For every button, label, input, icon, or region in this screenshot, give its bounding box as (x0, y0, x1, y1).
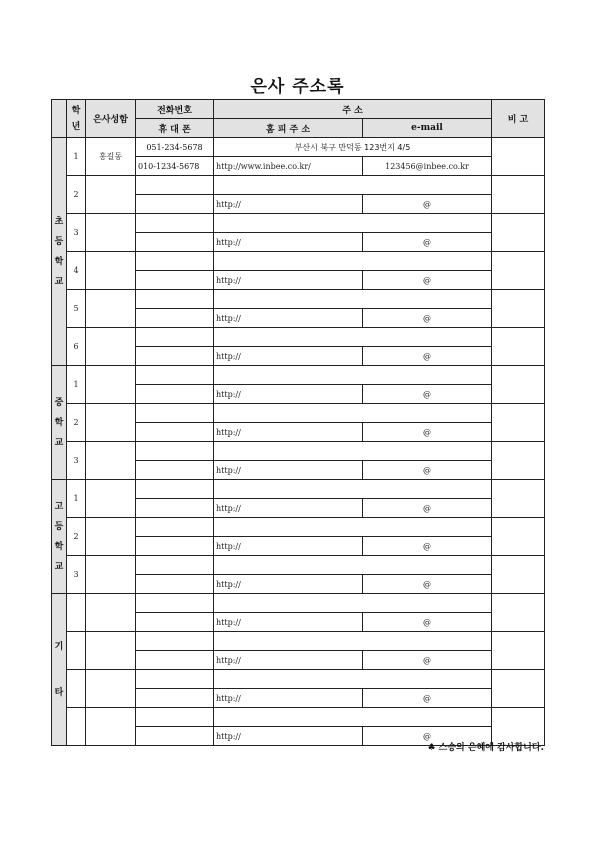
note-cell[interactable] (492, 214, 545, 252)
grade-cell: 4 (67, 252, 86, 290)
grade-cell: 2 (67, 518, 86, 556)
header-phone: 전화번호 (136, 100, 214, 119)
email-cell[interactable]: @ (363, 499, 492, 518)
grade-cell: 3 (67, 214, 86, 252)
email-cell[interactable]: @ (363, 385, 492, 404)
homepage-cell[interactable]: http:// (214, 309, 363, 328)
email-cell[interactable]: @ (363, 423, 492, 442)
homepage-cell[interactable]: http:// (214, 195, 363, 214)
note-cell[interactable] (492, 138, 545, 176)
phone-cell[interactable] (136, 632, 214, 651)
table-row (52, 594, 545, 613)
grade-cell (67, 632, 86, 670)
header-homepage: 홈 피 주 소 (214, 119, 363, 138)
teacher-name-cell[interactable] (86, 442, 136, 480)
address-cell[interactable]: 부산시 북구 만덕동 123번지 4/5 (214, 138, 492, 157)
email-cell[interactable]: @ (363, 689, 492, 708)
address-cell[interactable] (214, 518, 492, 537)
address-cell[interactable] (214, 290, 492, 309)
mobile-cell[interactable] (136, 575, 214, 594)
grade-cell (67, 708, 86, 746)
table-row (52, 442, 545, 461)
table-row (52, 176, 545, 195)
email-cell[interactable]: @ (363, 195, 492, 214)
grade-cell: 3 (67, 556, 86, 594)
phone-cell[interactable] (136, 594, 214, 613)
address-cell[interactable] (214, 328, 492, 347)
header-note: 비 고 (492, 100, 545, 138)
teacher-name-cell[interactable] (86, 252, 136, 290)
table-row (52, 404, 545, 423)
table-row (52, 670, 545, 689)
address-cell[interactable] (214, 632, 492, 651)
teacher-name-cell[interactable] (86, 404, 136, 442)
table-row (52, 290, 545, 309)
table-row (52, 708, 545, 727)
homepage-cell[interactable]: http:// (214, 727, 363, 746)
grade-cell: 2 (67, 404, 86, 442)
phone-cell[interactable] (136, 252, 214, 271)
phone-cell[interactable]: 051-234-5678 (136, 138, 214, 157)
grade-cell: 1 (67, 138, 86, 176)
note-cell[interactable] (492, 480, 545, 518)
mobile-cell[interactable] (136, 385, 214, 404)
address-cell[interactable] (214, 404, 492, 423)
email-cell[interactable]: @ (363, 233, 492, 252)
header-blank (52, 100, 67, 138)
phone-cell[interactable] (136, 214, 214, 233)
phone-cell[interactable] (136, 328, 214, 347)
mobile-cell[interactable] (136, 195, 214, 214)
email-cell[interactable]: @ (363, 309, 492, 328)
homepage-cell[interactable]: http:// (214, 499, 363, 518)
section-label: 중 학 교 (52, 366, 67, 480)
homepage-cell[interactable]: http:// (214, 461, 363, 480)
mobile-cell[interactable] (136, 423, 214, 442)
header-email: e-mail (363, 119, 492, 138)
email-cell[interactable]: @ (363, 727, 492, 746)
note-cell[interactable] (492, 518, 545, 556)
note-cell[interactable] (492, 594, 545, 632)
header-teacher: 은사성함 (86, 100, 136, 138)
note-cell[interactable] (492, 404, 545, 442)
table-row (52, 632, 545, 651)
note-cell[interactable] (492, 366, 545, 404)
table-body (52, 138, 545, 746)
teacher-name-cell[interactable] (86, 480, 136, 518)
table-row (52, 366, 545, 385)
section-label: 초 등 학 교 (52, 138, 67, 366)
homepage-cell[interactable]: http:// (214, 689, 363, 708)
table-row (52, 518, 545, 537)
phone-cell[interactable] (136, 670, 214, 689)
homepage-cell[interactable]: http:// (214, 651, 363, 670)
address-cell[interactable] (214, 214, 492, 233)
email-cell[interactable]: @ (363, 575, 492, 594)
note-cell[interactable] (492, 442, 545, 480)
address-cell[interactable] (214, 366, 492, 385)
email-cell[interactable]: @ (363, 613, 492, 632)
phone-cell[interactable] (136, 442, 214, 461)
phone-cell[interactable] (136, 556, 214, 575)
mobile-cell[interactable] (136, 537, 214, 556)
homepage-cell[interactable]: http:// (214, 423, 363, 442)
header-mobile: 휴 대 폰 (136, 119, 214, 138)
table-row (52, 328, 545, 347)
grade-cell (67, 670, 86, 708)
mobile-cell[interactable] (136, 651, 214, 670)
phone-cell[interactable] (136, 518, 214, 537)
phone-cell[interactable] (136, 290, 214, 309)
teacher-name-cell[interactable] (86, 594, 136, 632)
teacher-name-cell[interactable] (86, 214, 136, 252)
homepage-cell[interactable]: http:// (214, 575, 363, 594)
note-cell[interactable] (492, 176, 545, 214)
note-cell[interactable] (492, 632, 545, 670)
phone-cell[interactable] (136, 708, 214, 727)
footer-note: ♣ 스승의 은혜에 감사합니다. (427, 743, 544, 753)
table-row (52, 214, 545, 233)
email-cell[interactable]: 123456@inbee.co.kr (363, 157, 492, 176)
phone-cell[interactable] (136, 176, 214, 195)
phone-cell[interactable] (136, 404, 214, 423)
note-cell[interactable] (492, 328, 545, 366)
mobile-cell[interactable] (136, 233, 214, 252)
email-cell[interactable]: @ (363, 347, 492, 366)
teacher-name-cell[interactable] (86, 518, 136, 556)
header-address: 주 소 (214, 100, 492, 119)
mobile-cell[interactable] (136, 727, 214, 746)
teacher-name-cell[interactable] (86, 290, 136, 328)
teacher-name-cell[interactable] (86, 366, 136, 404)
address-cell[interactable] (214, 594, 492, 613)
grade-cell: 6 (67, 328, 86, 366)
teacher-name-cell[interactable] (86, 556, 136, 594)
email-cell[interactable]: @ (363, 271, 492, 290)
homepage-cell[interactable]: http:// (214, 271, 363, 290)
homepage-cell[interactable]: http:// (214, 385, 363, 404)
address-cell[interactable] (214, 252, 492, 271)
mobile-cell[interactable] (136, 499, 214, 518)
table-row (52, 556, 545, 575)
homepage-cell[interactable]: http:// (214, 613, 363, 632)
header-grade: 학 년 (67, 100, 86, 138)
note-cell[interactable] (492, 556, 545, 594)
teacher-name-cell[interactable] (86, 708, 136, 746)
address-cell[interactable] (214, 442, 492, 461)
teacher-name-cell[interactable] (86, 176, 136, 214)
section-label: 기 타 (52, 594, 67, 746)
email-cell[interactable]: @ (363, 537, 492, 556)
address-cell[interactable] (214, 480, 492, 499)
mobile-cell[interactable] (136, 689, 214, 708)
mobile-cell[interactable]: 010-1234-5678 (136, 157, 214, 176)
teacher-name-cell[interactable] (86, 670, 136, 708)
address-cell[interactable] (214, 556, 492, 575)
email-cell[interactable]: @ (363, 461, 492, 480)
address-cell[interactable] (214, 708, 492, 727)
teacher-name-cell[interactable] (86, 328, 136, 366)
teacher-name-cell[interactable] (86, 632, 136, 670)
homepage-cell[interactable]: http:// (214, 347, 363, 366)
table-row (52, 252, 545, 271)
note-cell[interactable] (492, 290, 545, 328)
table-row (52, 138, 545, 157)
email-cell[interactable]: @ (363, 651, 492, 670)
mobile-cell[interactable] (136, 347, 214, 366)
address-cell[interactable] (214, 670, 492, 689)
mobile-cell[interactable] (136, 309, 214, 328)
teacher-name-cell[interactable]: 홍길동 (86, 138, 136, 176)
grade-cell: 5 (67, 290, 86, 328)
address-table (51, 99, 545, 746)
grade-cell: 2 (67, 176, 86, 214)
homepage-cell[interactable]: http:// (214, 233, 363, 252)
grade-cell (67, 594, 86, 632)
homepage-cell[interactable]: http:// (214, 537, 363, 556)
mobile-cell[interactable] (136, 271, 214, 290)
table-row (52, 480, 545, 499)
grade-cell: 1 (67, 366, 86, 404)
address-cell[interactable] (214, 176, 492, 195)
mobile-cell[interactable] (136, 461, 214, 480)
page-title: 은사 주소록 (250, 77, 345, 97)
mobile-cell[interactable] (136, 613, 214, 632)
homepage-cell[interactable]: http://www.inbee.co.kr/ (214, 157, 363, 176)
grade-cell: 1 (67, 480, 86, 518)
phone-cell[interactable] (136, 366, 214, 385)
grade-cell: 3 (67, 442, 86, 480)
phone-cell[interactable] (136, 480, 214, 499)
note-cell[interactable] (492, 670, 545, 708)
section-label: 고 등 학 교 (52, 480, 67, 594)
note-cell[interactable] (492, 252, 545, 290)
